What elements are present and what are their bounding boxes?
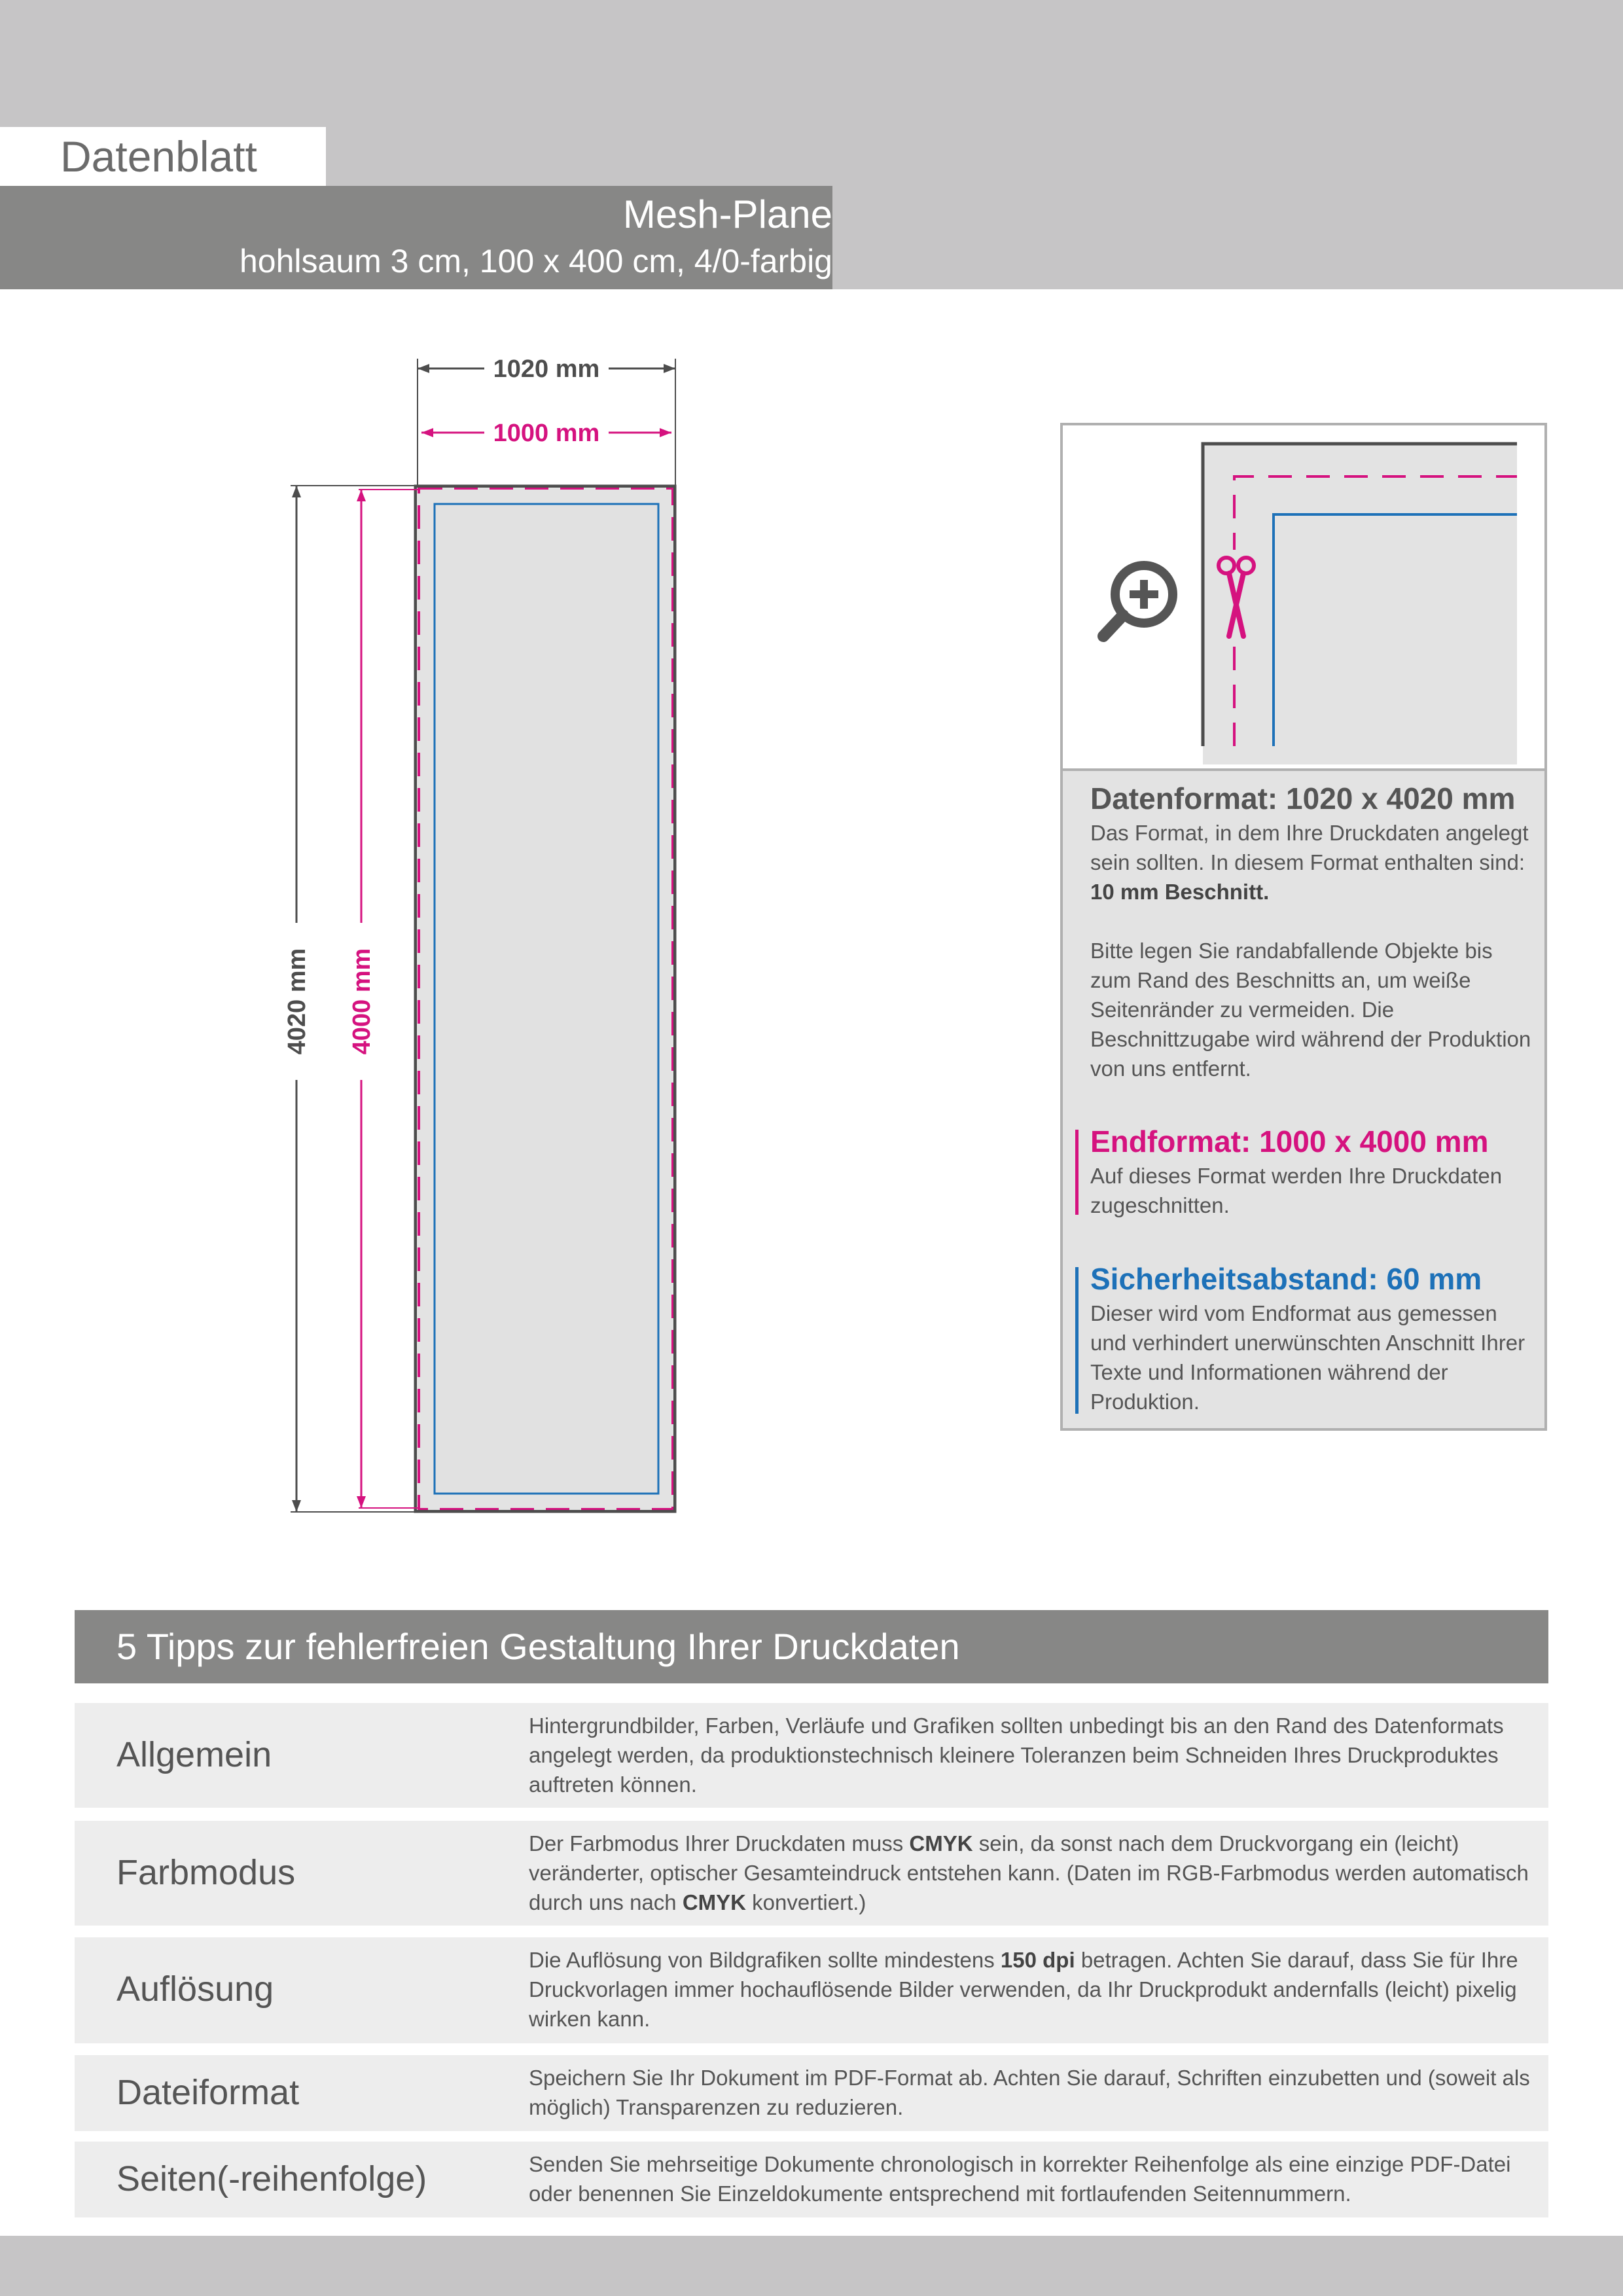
tip-text-part: Die Auflösung von Bildgrafiken sollte mindestens: [529, 1948, 995, 1972]
height-final-label: 4000 mm: [348, 948, 376, 1055]
arrow-left-final: [421, 428, 433, 437]
tip-row: [75, 2055, 1548, 2131]
tip-text: Hintergrundbilder, Farben, Verläufe und Grafiken sollten unbedingt bis an den Rand des Datenformats angelegt werden, da produktionstechnisch kleinere Toleranzen beim Schneiden Ihres Druckproduktes auftreten können.: [529, 1713, 1504, 1797]
tips-title: 5 Tipps zur fehlerfreien Gestaltung Ihrer Druckdaten: [116, 1626, 960, 1667]
safety-area: [435, 504, 658, 1494]
tip-text-bold: 150 dpi: [1000, 1948, 1075, 1972]
scissors-icon: [1219, 550, 1254, 641]
tip-label: Dateiformat: [116, 2073, 300, 2112]
arrow-right-data: [664, 364, 675, 373]
sicherheit-title: Sicherheitsabstand: 60 mm: [1090, 1262, 1482, 1296]
endformat-block: [1090, 1123, 1535, 1220]
tip-text-bold: CMYK: [682, 1890, 746, 1914]
document-label: Datenblatt: [60, 132, 257, 181]
tip-text-part: betragen. Achten Sie darauf, dass Sie für Ihre Druckvorlagen immer hochauflösende Bilder verwenden, da Ihr Druckprodukt andernfalls (leicht) pixelig wirken kann.: [529, 1948, 1518, 2031]
datenformat-note: Bitte legen Sie randabfallende Objekte bis zum Rand des Beschnitts an, um weiße Seitenränder zu vermeiden. Die Beschnittzugabe wird während der Produktion von uns entfernt.: [1090, 939, 1531, 1081]
tip-text: Speichern Sie Ihr Dokument im PDF-Format ab. Achten Sie darauf, Schriften einzubetten und (soweit als möglich) Transparenzen zu reduzieren.: [529, 2066, 1530, 2119]
datenformat-block: [1090, 780, 1535, 1083]
tip-label: Allgemein: [116, 1735, 272, 1774]
width-final-label: 1000 mm: [493, 420, 600, 447]
arrow-top-final: [357, 490, 366, 501]
datenformat-text-1: Das Format, in dem Ihre Druckdaten angelegt sein sollten. In diesem Format enthalten sind:: [1090, 821, 1529, 874]
sicherheit-bar: [1075, 1267, 1079, 1414]
tip-text-bold: CMYK: [909, 1831, 973, 1856]
arrow-top-data: [292, 486, 301, 497]
datenformat-text: [1090, 818, 1535, 906]
arrow-left-data: [418, 364, 429, 373]
tip-row: [75, 1937, 1548, 2043]
tip-row: [75, 1703, 1548, 1808]
sicherheit-block: [1090, 1261, 1535, 1416]
tip-row: [75, 2142, 1548, 2217]
corner-detail: [1063, 425, 1544, 768]
endformat-title: Endformat: 1000 x 4000 mm: [1090, 1124, 1489, 1158]
format-diagram: [0, 327, 785, 1545]
endformat-text: Auf dieses Format werden Ihre Druckdaten zugeschnitten.: [1090, 1164, 1503, 1217]
product-title: Mesh-Plane: [622, 192, 832, 236]
tip-text: [529, 1829, 1537, 1917]
tip-label: Seiten(-reihenfolge): [116, 2159, 427, 2198]
tip-text-part: sein, da sonst nach dem Druckvorgang ein (leicht) veränderter, optischer Gesamteindruck entstehen kann. (Daten im RGB-Farbmodus werden automatisch durch uns nach: [529, 1831, 1529, 1914]
arrow-right-final: [660, 428, 671, 437]
datenformat-title: Datenformat: 1020 x 4020 mm: [1090, 781, 1516, 816]
tip-label: Auflösung: [116, 1969, 274, 2009]
tip-row: [75, 1821, 1548, 1926]
sicherheit-text: Dieser wird vom Endformat aus gemessen und verhindert unerwünschten Anschnitt Ihrer Texte und Informationen während der Produktion.: [1090, 1301, 1525, 1414]
endformat-bar: [1075, 1130, 1079, 1215]
height-data-label: 4020 mm: [283, 948, 311, 1055]
tip-text-part: Der Farbmodus Ihrer Druckdaten muss: [529, 1831, 904, 1856]
tip-text-part: konvertiert.): [752, 1890, 866, 1914]
tip-text: Senden Sie mehrseitige Dokumente chronologisch in korrekter Reihenfolge als eine einzige PDF-Datei oder benennen Sie Einzeldokumente entsprechend mit fortlaufenden Seitennummern.: [529, 2152, 1511, 2206]
tip-label: Farbmodus: [116, 1853, 296, 1892]
arrow-bottom-final: [357, 1496, 366, 1508]
zoom-in-icon: [1103, 565, 1173, 636]
width-data-label: 1020 mm: [493, 355, 600, 383]
footer-band: [0, 2236, 1623, 2296]
tip-text: [529, 1945, 1537, 2034]
product-subtitle: hohlsaum 3 cm, 100 x 400 cm, 4/0-farbig: [239, 243, 832, 279]
arrow-bottom-data: [292, 1500, 301, 1512]
datenformat-bold: 10 mm Beschnitt.: [1090, 880, 1270, 904]
